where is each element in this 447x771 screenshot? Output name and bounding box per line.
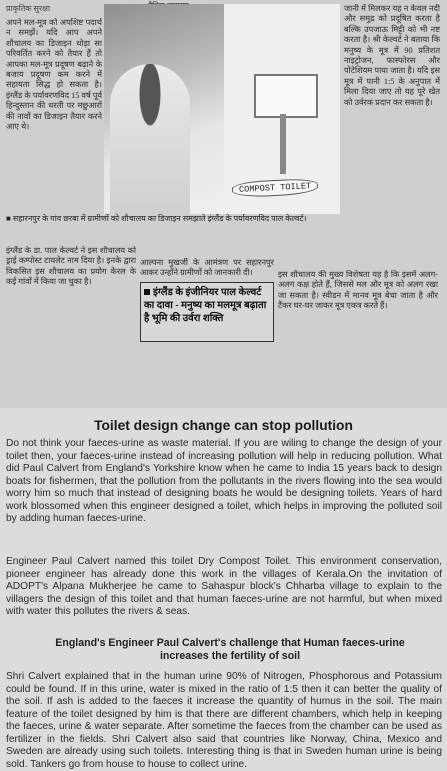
- article-paragraph-3: Shri Calvert explained that in the human urine 90% of Nitrogen, Phosphorous and Potassium could be found. If in this urine, water is mixed in the ratio of 1:5 then it can better the quality of the soil. If ash is added to the faeces it increase the quantity of humus in the soil. The main feature of the toilet designed by him is that there are different chambers, which help in keeping the faeces, urine & water separate. After sometime the faeces from the chamber can be used as fertilizer in the fields. Shri Calvert also said that countries like Norway, China, Mexico and Sweden are already using such toilets. Interesting thing is that in Sweden human urine is being sold. Tankers go from house to house to collect urine.: [6, 671, 442, 770]
- clipping-highlight-box: [140, 282, 274, 342]
- clipping-right-column: जानी में मिलकर यह न केवल नदी और समुद्र को प्रदूषित करता है बल्कि उपजाऊ मिट्टी को भी नष्ट करता है। श्री केल्वर्ट ने बताया कि मनुष्य के मूत्र में 90 प्रतिशत नाइट्रोजन, फास्फोरस और पोटेशियम पाया जाता है। यदि इस मूत्र में पानी 1:5 के अनुपात में मिला दिया जाए तो यह पूरे खेत को उर्वरक प्रदान कर सकता है।: [344, 4, 440, 107]
- highlight-box-text: इंग्लैंड के इंजीनियर पाल केल्वर्ट का दावा - मनुष्य का मलमूत्र बढ़ाता है भूमि की उर्वरा शक्ति: [144, 287, 267, 324]
- clipping-lower-column-2: आल्पना मुखर्जी के आमंत्रण पर सहारनपुर आकर उन्होंने ग्रामीणों को जानकारी दी।: [140, 258, 274, 278]
- article-subheading: England's Engineer Paul Calvert's challenge that Human faeces-urine increases the fertility of soil: [55, 637, 405, 662]
- photo-cistern: [254, 74, 318, 118]
- clipping-lower-column-3: इस शौचालय की मुख्य विशेषता यह है कि इसमें अलग-अलग कक्ष होते हैं, जिससे मल और मूत्र को अलग रखा जा सकता है। स्वीडन में मानव मूत्र बेचा जाता है और टैंकर घर-घर जाकर मूत्र एकत्र करते हैं।: [278, 270, 438, 311]
- article-paragraph-2: Engineer Paul Calvert named this toilet Dry Compost Toilet. This environment conservation, pioneer engineer has already done this work in the villages of Kerala.On the invitation of ADOPT's Alpana Mukherjee he came to Sahaspur block's Chharba village to explain to the villagers the design of this toilet and that human faeces-urine are not harmful, but when mixed with water this pollutes the rivers & seas.: [6, 556, 442, 617]
- photo-caption: ■ सहारनपुर के गांव छरबा में ग्रामीणों को शौचालय का डिजाइन समझाते इंग्लैंड के पर्यावरणविद पाल केल्वर्ट।: [6, 214, 307, 223]
- photo-person: [110, 64, 190, 214]
- article-headline: Toilet design change can stop pollution: [94, 418, 353, 433]
- clipping-photo: [104, 4, 340, 214]
- article-paragraph-1: Do not think your faeces-urine as waste material. If you are wiling to change the design of your toilet then, your faeces-urine instead of increasing pollution will help in reducing pollution. What did Paul Calvert from England's Yorkshire know when he came to India 15 years back to design boats for fishermen, that the pollution from the pollutants in the rivers flowing into the sea would worry him so much that instead of designing boats he would be designing toilets. Years of hard work blossomed when this engineer designed a toilet, which helps in improving the polluted soil by adding human faeces-urine.: [6, 438, 442, 524]
- clipping-side-title: प्राकृतिक सुरक्षा: [6, 4, 51, 13]
- photo-pipe: [280, 114, 286, 174]
- compost-toilet-label: COMPOST TOILET: [232, 178, 319, 198]
- bullet-square-icon: [144, 289, 150, 295]
- clipping-left-column: अपने मल-मूत्र को अपशिष्ट पदार्थ न समझें। यदि आप अपने शौचालय का डिजाइन थोड़ा सा परिवर्तित करने को तैयार हैं तो आपका मल-मूत्र प्रदूषण बढ़ाने के बजाय प्रदूषण कम करने में सहायता सिद्ध हो सकता है। इंग्लैंड के पर्यावरणविद 15 वर्ष पूर्व हिन्दुस्तान की धरती पर मछुआरों की नावों का डिजाइन तैयार करने आए थे।: [6, 18, 102, 132]
- clipping-lower-column-1: इंग्लैंड के डा. पाल केल्वर्ट ने इस शौचालय को ड्राई कम्पोस्ट टायलेट नाम दिया है। इनके द्वारा विकसित इस शौचालय का प्रयोग केरल के कई गांवों में किया जा चुका है।: [6, 246, 136, 287]
